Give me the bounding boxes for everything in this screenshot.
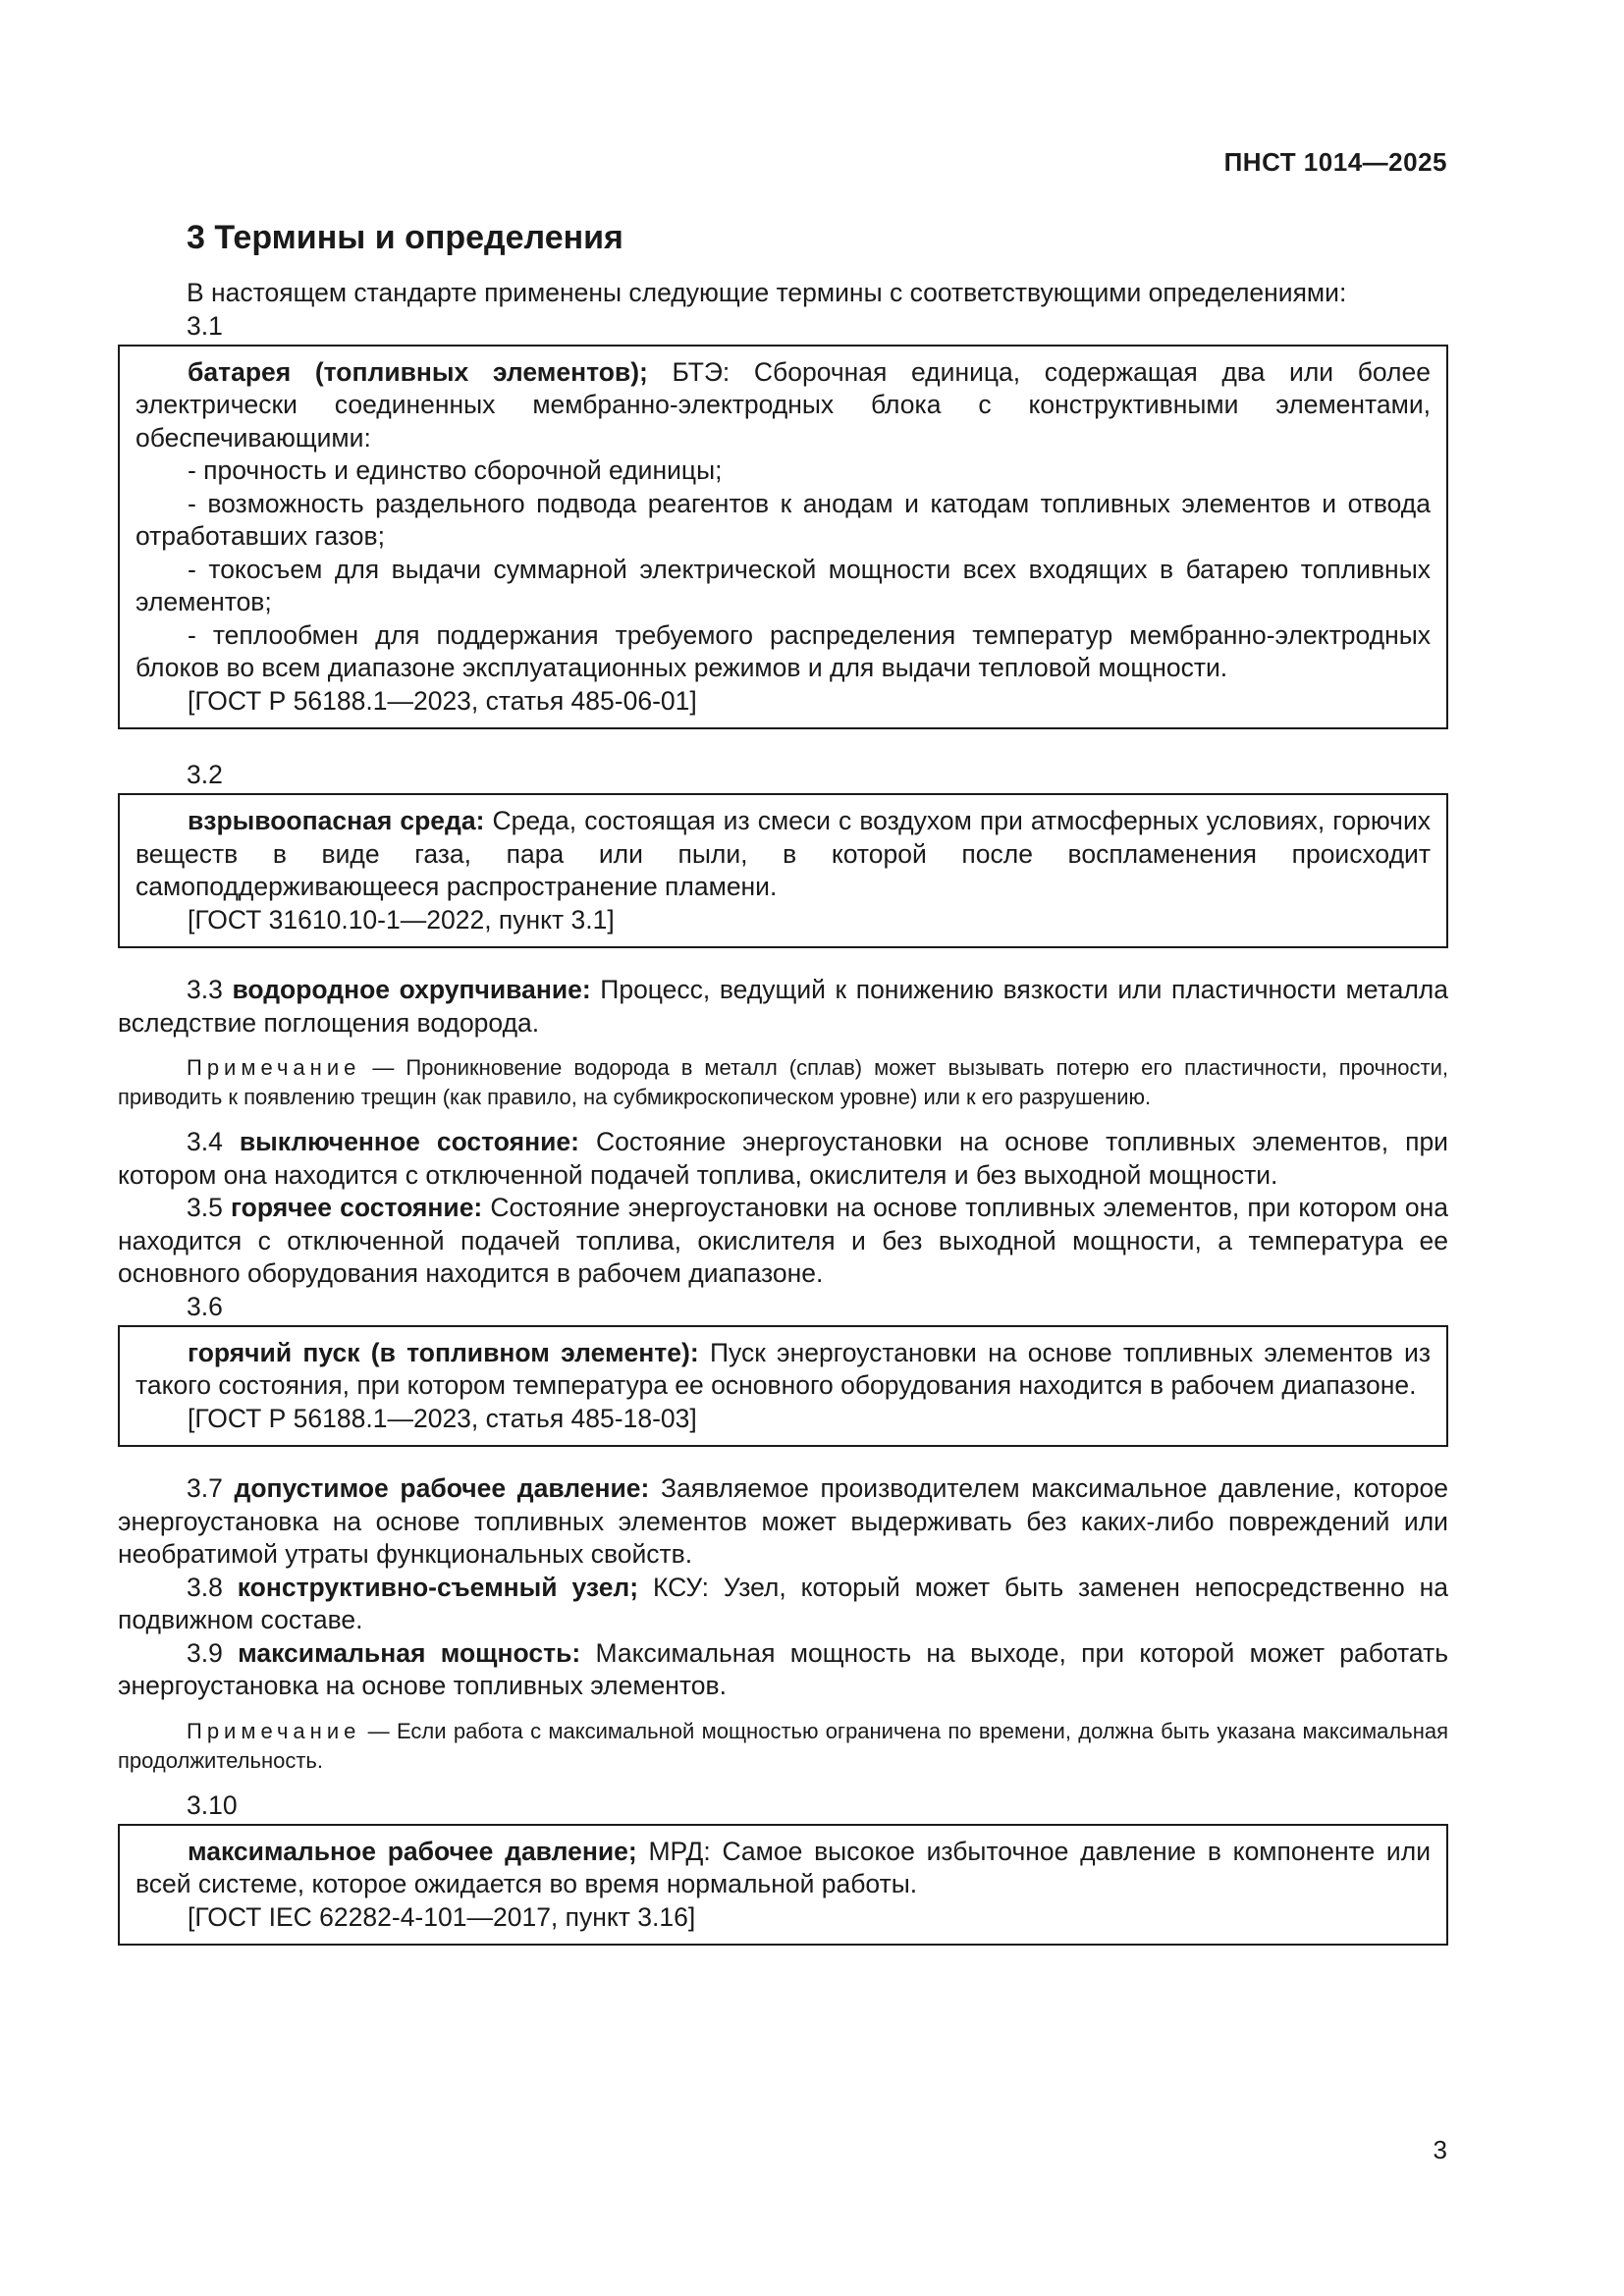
note-3-3 — [118, 1053, 1448, 1112]
definition-text: Среда, состоящая из смеси с воздухом при атмосферных условиях, горючих веществ в виде газа, пара или пыли, в которой после воспламенения происходит самоподдерживающееся распространение пламени. — [135, 806, 1431, 901]
definition-text: Заявляемое производителем максимальное давление, которое энергоустановка на основе топливных элементов может выдерживать без каких-либо повреждений или необратимой утраты функциональных свойств. — [118, 1473, 1448, 1569]
term-number: 3.9 — [187, 1637, 223, 1668]
term-name: допустимое рабочее давление: — [234, 1473, 650, 1503]
page-number: 3 — [1433, 2135, 1447, 2164]
term-definition-3-7 — [118, 1472, 1448, 1572]
term-definition-3-4 — [118, 1126, 1448, 1192]
page-content — [118, 218, 1448, 1946]
term-name: взрывоопасная среда: — [188, 806, 485, 835]
term-source-3-1: [ГОСТ Р 56188.1—2023, статья 485-06-01] — [188, 685, 697, 716]
document-code: ПНСТ 1014—2025 — [1223, 147, 1447, 177]
term-definition-3-2 — [135, 805, 1431, 904]
term-name: максимальное рабочее давление; — [188, 1836, 637, 1866]
term-number: 3.7 — [187, 1473, 223, 1503]
term-definition-3-5 — [118, 1192, 1448, 1291]
term-name: выключенное состояние: — [239, 1127, 579, 1156]
term-name: максимальная мощность: — [238, 1637, 581, 1668]
term-definition-3-3 — [118, 974, 1448, 1040]
term-box-3-1 — [118, 345, 1448, 730]
term-name: горячее состояние: — [230, 1193, 483, 1222]
definition-text: Пуск энергоустановки на основе топливных элементов из такого состояния, при котором температура ее основного оборудования находится в рабочем диапазоне. — [135, 1337, 1431, 1400]
term-number: 3.3 — [187, 975, 223, 1004]
term-number-3-2: 3.2 — [187, 760, 223, 789]
bullet-item: - прочность и единство сборочной единицы; — [188, 455, 723, 485]
term-definition-3-1 — [135, 356, 1431, 455]
term-name: горячий пуск (в топливном элементе): — [188, 1337, 699, 1367]
term-box-3-10 — [118, 1824, 1448, 1947]
bullet-item: - теплообмен для поддержания требуемого распределения температур мембранно-электродных блоков во всем диапазоне эксплуатационных режимов и для выдачи тепловой мощности. — [135, 619, 1431, 682]
term-definition-3-9 — [118, 1637, 1448, 1703]
definition-text: Максимальная мощность на выходе, при которой может работать энергоустановка на основе топливных элементов. — [118, 1637, 1449, 1700]
definition-text: КСУ: Узел, который может быть заменен непосредственно на подвижном составе. — [118, 1572, 1448, 1634]
term-name: батарея (топливных элементов); — [188, 356, 648, 387]
bullet-item: - токосъем для выдачи суммарной электрической мощности всех входящих в батарею топливных элементов; — [135, 554, 1431, 616]
term-number-3-1: 3.1 — [187, 310, 223, 341]
definition-text: МРД: Самое высокое избыточное давление в компоненте или всей системе, которое ожидается во время нормальной работы. — [135, 1836, 1431, 1898]
bullet-item: - возможность раздельного подвода реагентов к анодам и катодам топливных элементов и отвода отработавших газов; — [135, 488, 1431, 551]
term-source-3-10: [ГОСТ IEC 62282-4-101—2017, пункт 3.16] — [188, 1901, 696, 1932]
note-label: Примечание — [187, 1055, 361, 1080]
term-number-3-6: 3.6 — [187, 1291, 223, 1321]
term-name: водородное охрупчивание: — [232, 975, 591, 1004]
note-3-9 — [118, 1717, 1448, 1776]
note-text: — Проникновение водорода в металл (сплав) может вызывать потерю его пластичности, прочности, приводить к появлению трещин (как правило, на субмикроскопическом уровне) или к его разрушению. — [118, 1055, 1448, 1109]
section-intro: В настоящем стандарте применены следующие термины с соответствующими определениями: — [187, 278, 1347, 307]
term-source-3-2: [ГОСТ 31610.10-1—2022, пункт 3.1] — [188, 904, 615, 934]
definition-text: БТЭ: Сборочная единица, содержащая два или более электрически соединенных мембранно-электродных блока с конструктивными элементами, обеспечивающими: — [135, 356, 1431, 453]
definition-text: Состояние энергоустановки на основе топливных элементов, при котором она находится с отключенной подачей топлива, окислителя и без выходной мощности, а температура ее основного оборудования находится в рабочем диапазоне. — [118, 1193, 1448, 1288]
definition-text: Процесс, ведущий к понижению вязкости или пластичности металла вследствие поглощения водорода. — [118, 975, 1449, 1038]
term-number: 3.5 — [187, 1193, 223, 1222]
term-number: 3.4 — [187, 1127, 223, 1156]
definition-text: Состояние энергоустановки на основе топливных элементов, при котором она находится с отключенной подачей топлива, окислителя и без выходной мощности. — [118, 1127, 1448, 1190]
term-definition-3-6 — [135, 1337, 1431, 1403]
term-number-3-10: 3.10 — [187, 1789, 238, 1820]
term-box-3-6 — [118, 1325, 1448, 1448]
note-label: Примечание — [187, 1718, 361, 1743]
term-box-3-2 — [118, 793, 1448, 948]
term-definition-3-10 — [135, 1836, 1431, 1901]
section-title: 3 Термины и определения — [187, 219, 623, 256]
term-definition-3-8 — [118, 1572, 1448, 1637]
term-name: конструктивно-съемный узел; — [237, 1572, 639, 1602]
note-text: — Если работа с максимальной мощностью ограничена по времени, должна быть указана максимальная продолжительность. — [118, 1718, 1448, 1773]
term-number: 3.8 — [187, 1572, 223, 1602]
term-source-3-6: [ГОСТ Р 56188.1—2023, статья 485-18-03] — [188, 1403, 697, 1433]
